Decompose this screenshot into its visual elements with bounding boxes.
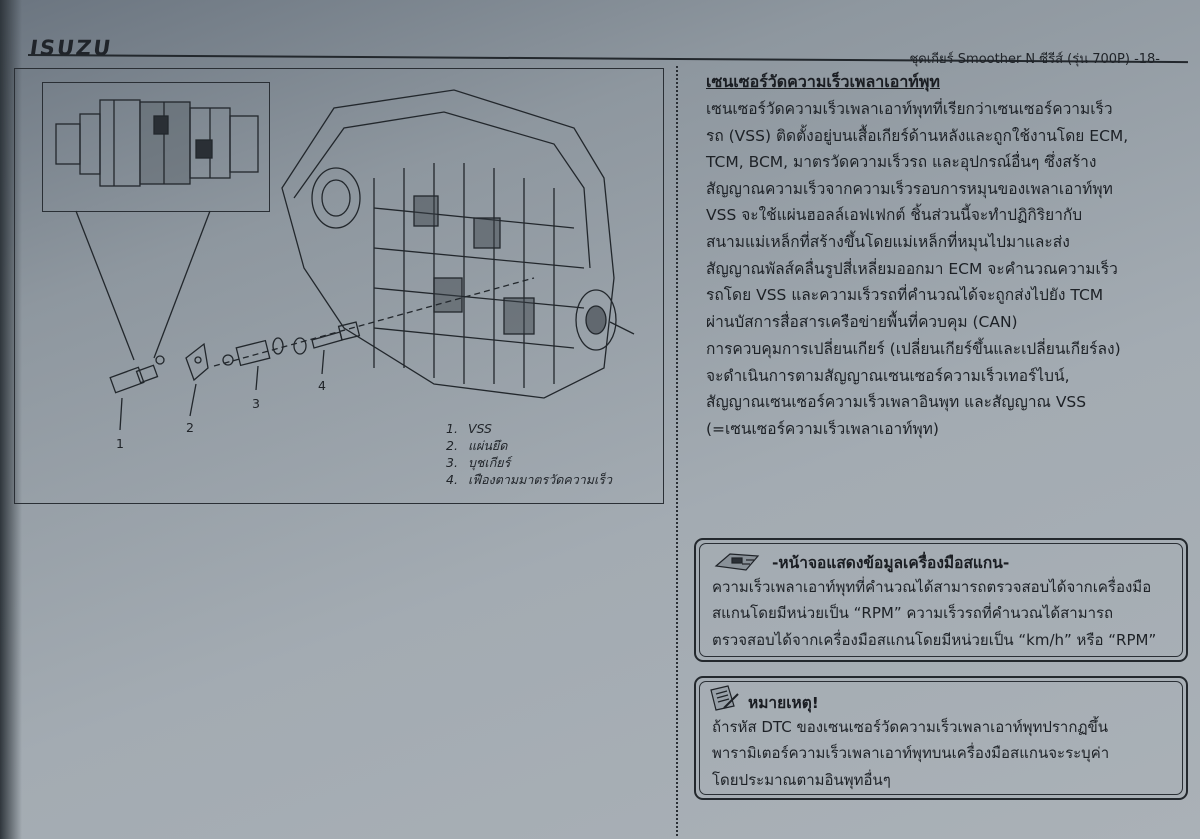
note-panel-title: หมายเหตุ! — [748, 694, 819, 712]
section-title: เซนเซอร์วัดความเร็วเพลาเอาท์พุท — [706, 72, 940, 91]
legend-item: 1. VSS — [446, 421, 492, 436]
note-panel-text: ถ้ารหัส DTC ของเซนเซอร์วัดความเร็วเพลาเอาท์พุทปรากฏขึ้น พารามิเตอร์ความเร็วเพลาเอาท์พุทบนเครื่องมือสแกนจะระบุค่า โดยประมาณตามอินพุทอื่นๆ — [712, 718, 1110, 789]
legend-item: 2. แผ่นยึด — [446, 438, 508, 453]
part-gear-bush — [223, 338, 283, 365]
legend-item: 4. เฟืองตามมาตรวัดความเร็ว — [446, 472, 612, 487]
transmission-housing — [282, 90, 634, 398]
callout-4: 4 — [318, 378, 326, 393]
scan-panel-text: ความเร็วเพลาเอาท์พุทที่คำนวณได้สามารถตรวจสอบได้จากเครื่องมือ สแกนโดยมีหน่วยเป็น “RPM” ความเร็วรถที่คำนวณได้สามารถ ตรวจสอบได้จากเครื่องมือสแกนโดยมีหน่วยเป็น “km/h” หรือ “RPM” — [712, 578, 1157, 649]
callout-3: 3 — [252, 396, 260, 411]
scan-panel-title: -หน้าจอแสดงข้อมูลเครื่องมือสแกน- — [772, 554, 1010, 572]
scan-tool-panel — [694, 538, 1188, 662]
part-vss — [110, 356, 164, 393]
legend-item: 3. บุชเกียร์ — [446, 455, 511, 470]
note-panel — [694, 676, 1188, 800]
callout-2: 2 — [186, 420, 194, 435]
callout-1: 1 — [116, 436, 124, 451]
scan-tool-icon — [712, 548, 762, 574]
part-bracket — [186, 344, 208, 380]
note-pencil-icon — [708, 684, 740, 712]
body-paragraph-2: การควบคุมการเปลี่ยนเกียร์ (เปลี่ยนเกียร์ขึ้นและเปลี่ยนเกียร์ลง) จะดำเนินการตามสัญญาณเซนเซอร์ความเร็วเทอร์ไบน์, สัญญาณเซนเซอร์ความเร็วเพลาอินพุท และสัญญาณ VSS (=เซนเซอร์ความเร็วเพลาเอาท์พุท) — [706, 340, 1121, 438]
body-paragraph-1: เซนเซอร์วัดความเร็วเพลาเอาท์พุทที่เรียกว่าเซนเซอร์ความเร็ว รถ (VSS) ติดตั้งอยู่บนเสื้อเกียร์ด้านหลังและถูกใช้งานโดย ECM, TCM, BCM, มาตรวัดความเร็วรถ และอุปกรณ์อื่นๆ ซึ่งสร้าง สัญญาณความเร็วจากความเร็วรอบการหมุนของเพลาเอาท์พุท VSS จะใช้แผ่นฮอลล์เอฟเฟกต์ ชิ้นส่วนนี้จะทำปฏิกิริยากับ สนามแม่เหล็กที่สร้างขึ้นโดยแม่เหล็กที่หมุนไปมาและส่ง สัญญาณพัลส์คลื่นรูปสี่เหลี่ยมออกมา ECM จะคำนวณความเร็ว รถโดย VSS และความเร็วรถที่คำนวณได้จะถูกส่งไปยัง TCM ผ่านบัสการสื่อสารเครือข่ายพื้นที่ควบคุม (CAN) — [706, 100, 1129, 331]
page-reference: ชุดเกียร์ Smoother N ซีรีส์ (รุ่น 700P) -18- — [909, 52, 1160, 67]
inset-sensor-detail — [56, 100, 258, 186]
brand-logo: ISUZU — [28, 36, 114, 60]
part-speedometer-gear — [294, 322, 359, 354]
column-divider — [676, 66, 678, 836]
figure-legend — [446, 420, 612, 488]
